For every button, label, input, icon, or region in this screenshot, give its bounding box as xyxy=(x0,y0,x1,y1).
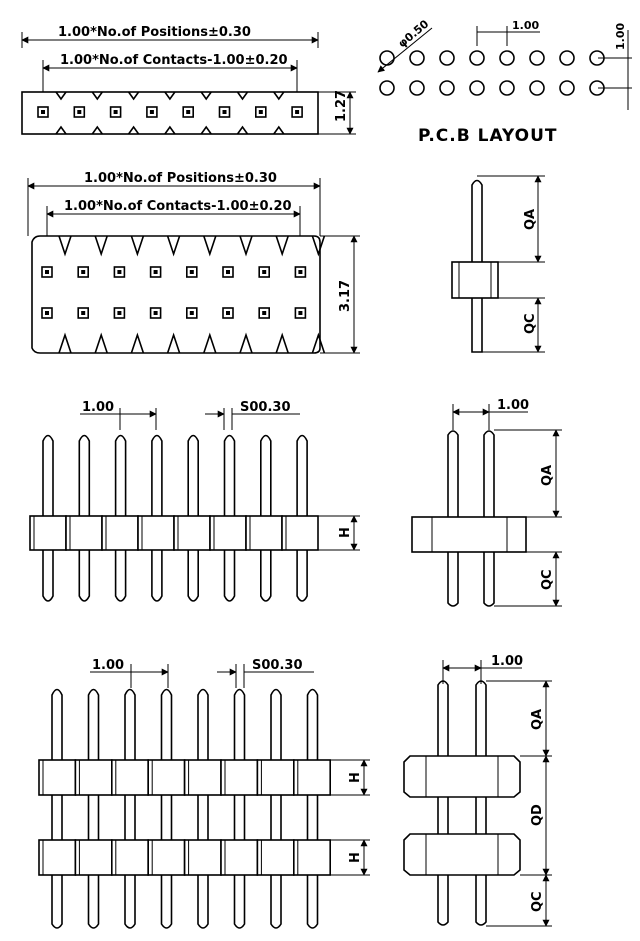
front-view-single xyxy=(30,400,360,601)
pcb-hole xyxy=(440,51,454,65)
single-contact-core xyxy=(114,110,118,114)
side-view-double xyxy=(404,654,552,926)
front-double-housing-seg xyxy=(185,840,221,875)
front-double-housing-seg xyxy=(148,760,184,795)
pcb-hole xyxy=(410,81,424,95)
front-double-pin xyxy=(235,690,245,929)
double-body-outline xyxy=(32,236,320,353)
pcb-pitch-y: 1.00 xyxy=(614,22,627,50)
single-contact-core xyxy=(77,110,81,114)
double-contact-core xyxy=(226,270,230,274)
pcb-hole xyxy=(500,81,514,95)
front-double-pin xyxy=(198,690,208,929)
single-height-dim: 1.27 xyxy=(334,89,349,122)
single-contact-core xyxy=(150,110,154,114)
front-single-housing-seg xyxy=(138,516,174,550)
pcb-hole xyxy=(470,81,484,95)
single-row-top-view xyxy=(22,25,356,134)
side-double-qc: QC xyxy=(530,891,545,912)
double-contact-core xyxy=(45,270,49,274)
double-contact-core xyxy=(45,311,49,315)
pcb-hole xyxy=(410,51,424,65)
side-view-single xyxy=(452,176,545,352)
front-double-housing-seg xyxy=(185,760,221,795)
double-contact-core xyxy=(190,270,194,274)
double-height-dim: 3.17 xyxy=(338,279,353,312)
double-contact-core xyxy=(262,311,266,315)
front-single-housing-seg xyxy=(30,516,66,550)
front-view-double xyxy=(39,658,370,928)
single-contact-core xyxy=(186,110,190,114)
front-double-h2: H xyxy=(348,852,363,863)
front-single-pin-size: S00.30 xyxy=(240,400,291,415)
double-contact-core xyxy=(117,311,121,315)
front-single-housing-seg xyxy=(282,516,318,550)
pcb-hole-dim: φ0.50 xyxy=(395,17,432,51)
front-single-housing-seg xyxy=(66,516,102,550)
front-double-housing-seg xyxy=(39,760,75,795)
front-double-pin xyxy=(89,690,99,929)
pcb-hole xyxy=(380,81,394,95)
side-dual-qa: QA xyxy=(540,464,555,486)
side-single-qc: QC xyxy=(523,313,538,334)
pcb-hole xyxy=(440,81,454,95)
front-single-housing-seg xyxy=(102,516,138,550)
front-single-pitch: 1.00 xyxy=(82,400,115,415)
pcb-layout-title: P.C.B LAYOUT xyxy=(418,126,558,146)
side-double-pitch: 1.00 xyxy=(491,654,524,669)
front-double-housing-seg xyxy=(39,840,75,875)
double-contacts-dim: 1.00*No.of Contacts-1.00±0.20 xyxy=(64,199,292,214)
double-contact-core xyxy=(81,311,85,315)
front-double-housing-seg xyxy=(294,760,330,795)
side-view-dual-pin xyxy=(412,398,562,606)
double-contact-core xyxy=(154,270,158,274)
front-single-housing-seg xyxy=(246,516,282,550)
double-row-top-view xyxy=(28,171,360,353)
front-double-pin-size: S00.30 xyxy=(252,658,303,673)
front-single-housing-seg xyxy=(210,516,246,550)
single-overall-dim: 1.00*No.of Positions±0.30 xyxy=(58,25,251,40)
side-single-qa: QA xyxy=(523,208,538,230)
front-double-housing-seg xyxy=(112,840,148,875)
double-contact-core xyxy=(262,270,266,274)
pcb-hole xyxy=(530,81,544,95)
pcb-hole xyxy=(500,51,514,65)
side-double-qa: QA xyxy=(530,708,545,730)
front-single-h: H xyxy=(338,527,353,538)
front-double-housing-seg xyxy=(294,840,330,875)
front-double-pin xyxy=(162,690,172,929)
front-double-housing-seg xyxy=(221,840,257,875)
pcb-hole xyxy=(380,51,394,65)
side-double-qd: QD xyxy=(530,804,545,826)
double-contact-core xyxy=(190,311,194,315)
front-double-housing-seg xyxy=(221,760,257,795)
double-contact-core xyxy=(154,311,158,315)
front-double-housing-seg xyxy=(148,840,184,875)
pcb-hole xyxy=(530,51,544,65)
single-contact-core xyxy=(41,110,45,114)
front-double-housing-seg xyxy=(75,840,111,875)
front-double-pin xyxy=(52,690,62,929)
double-overall-dim: 1.00*No.of Positions±0.30 xyxy=(84,171,277,186)
single-contact-core xyxy=(259,110,263,114)
double-contact-core xyxy=(117,270,121,274)
double-contact-core xyxy=(81,270,85,274)
front-double-housing-seg xyxy=(112,760,148,795)
single-contacts-dim: 1.00*No.of Contacts-1.00±0.20 xyxy=(60,53,288,68)
front-double-housing-seg xyxy=(257,840,293,875)
front-double-housing-seg xyxy=(257,760,293,795)
pcb-hole xyxy=(560,51,574,65)
front-double-pin xyxy=(271,690,281,929)
double-contact-core xyxy=(226,311,230,315)
pcb-layout xyxy=(378,17,632,146)
pcb-hole xyxy=(470,51,484,65)
front-double-h1: H xyxy=(348,772,363,783)
pcb-pitch-x: 1.00 xyxy=(512,19,540,32)
side-dual-qc: QC xyxy=(540,569,555,590)
single-contact-core xyxy=(295,110,299,114)
double-contact-core xyxy=(298,311,302,315)
side-dual-pitch: 1.00 xyxy=(497,398,530,413)
front-single-housing-seg xyxy=(174,516,210,550)
front-double-pin xyxy=(125,690,135,929)
double-contact-core xyxy=(298,270,302,274)
pcb-hole xyxy=(560,81,574,95)
front-double-pin xyxy=(308,690,318,929)
single-contact-core xyxy=(223,110,227,114)
front-double-housing-seg xyxy=(75,760,111,795)
front-double-pitch: 1.00 xyxy=(92,658,125,673)
